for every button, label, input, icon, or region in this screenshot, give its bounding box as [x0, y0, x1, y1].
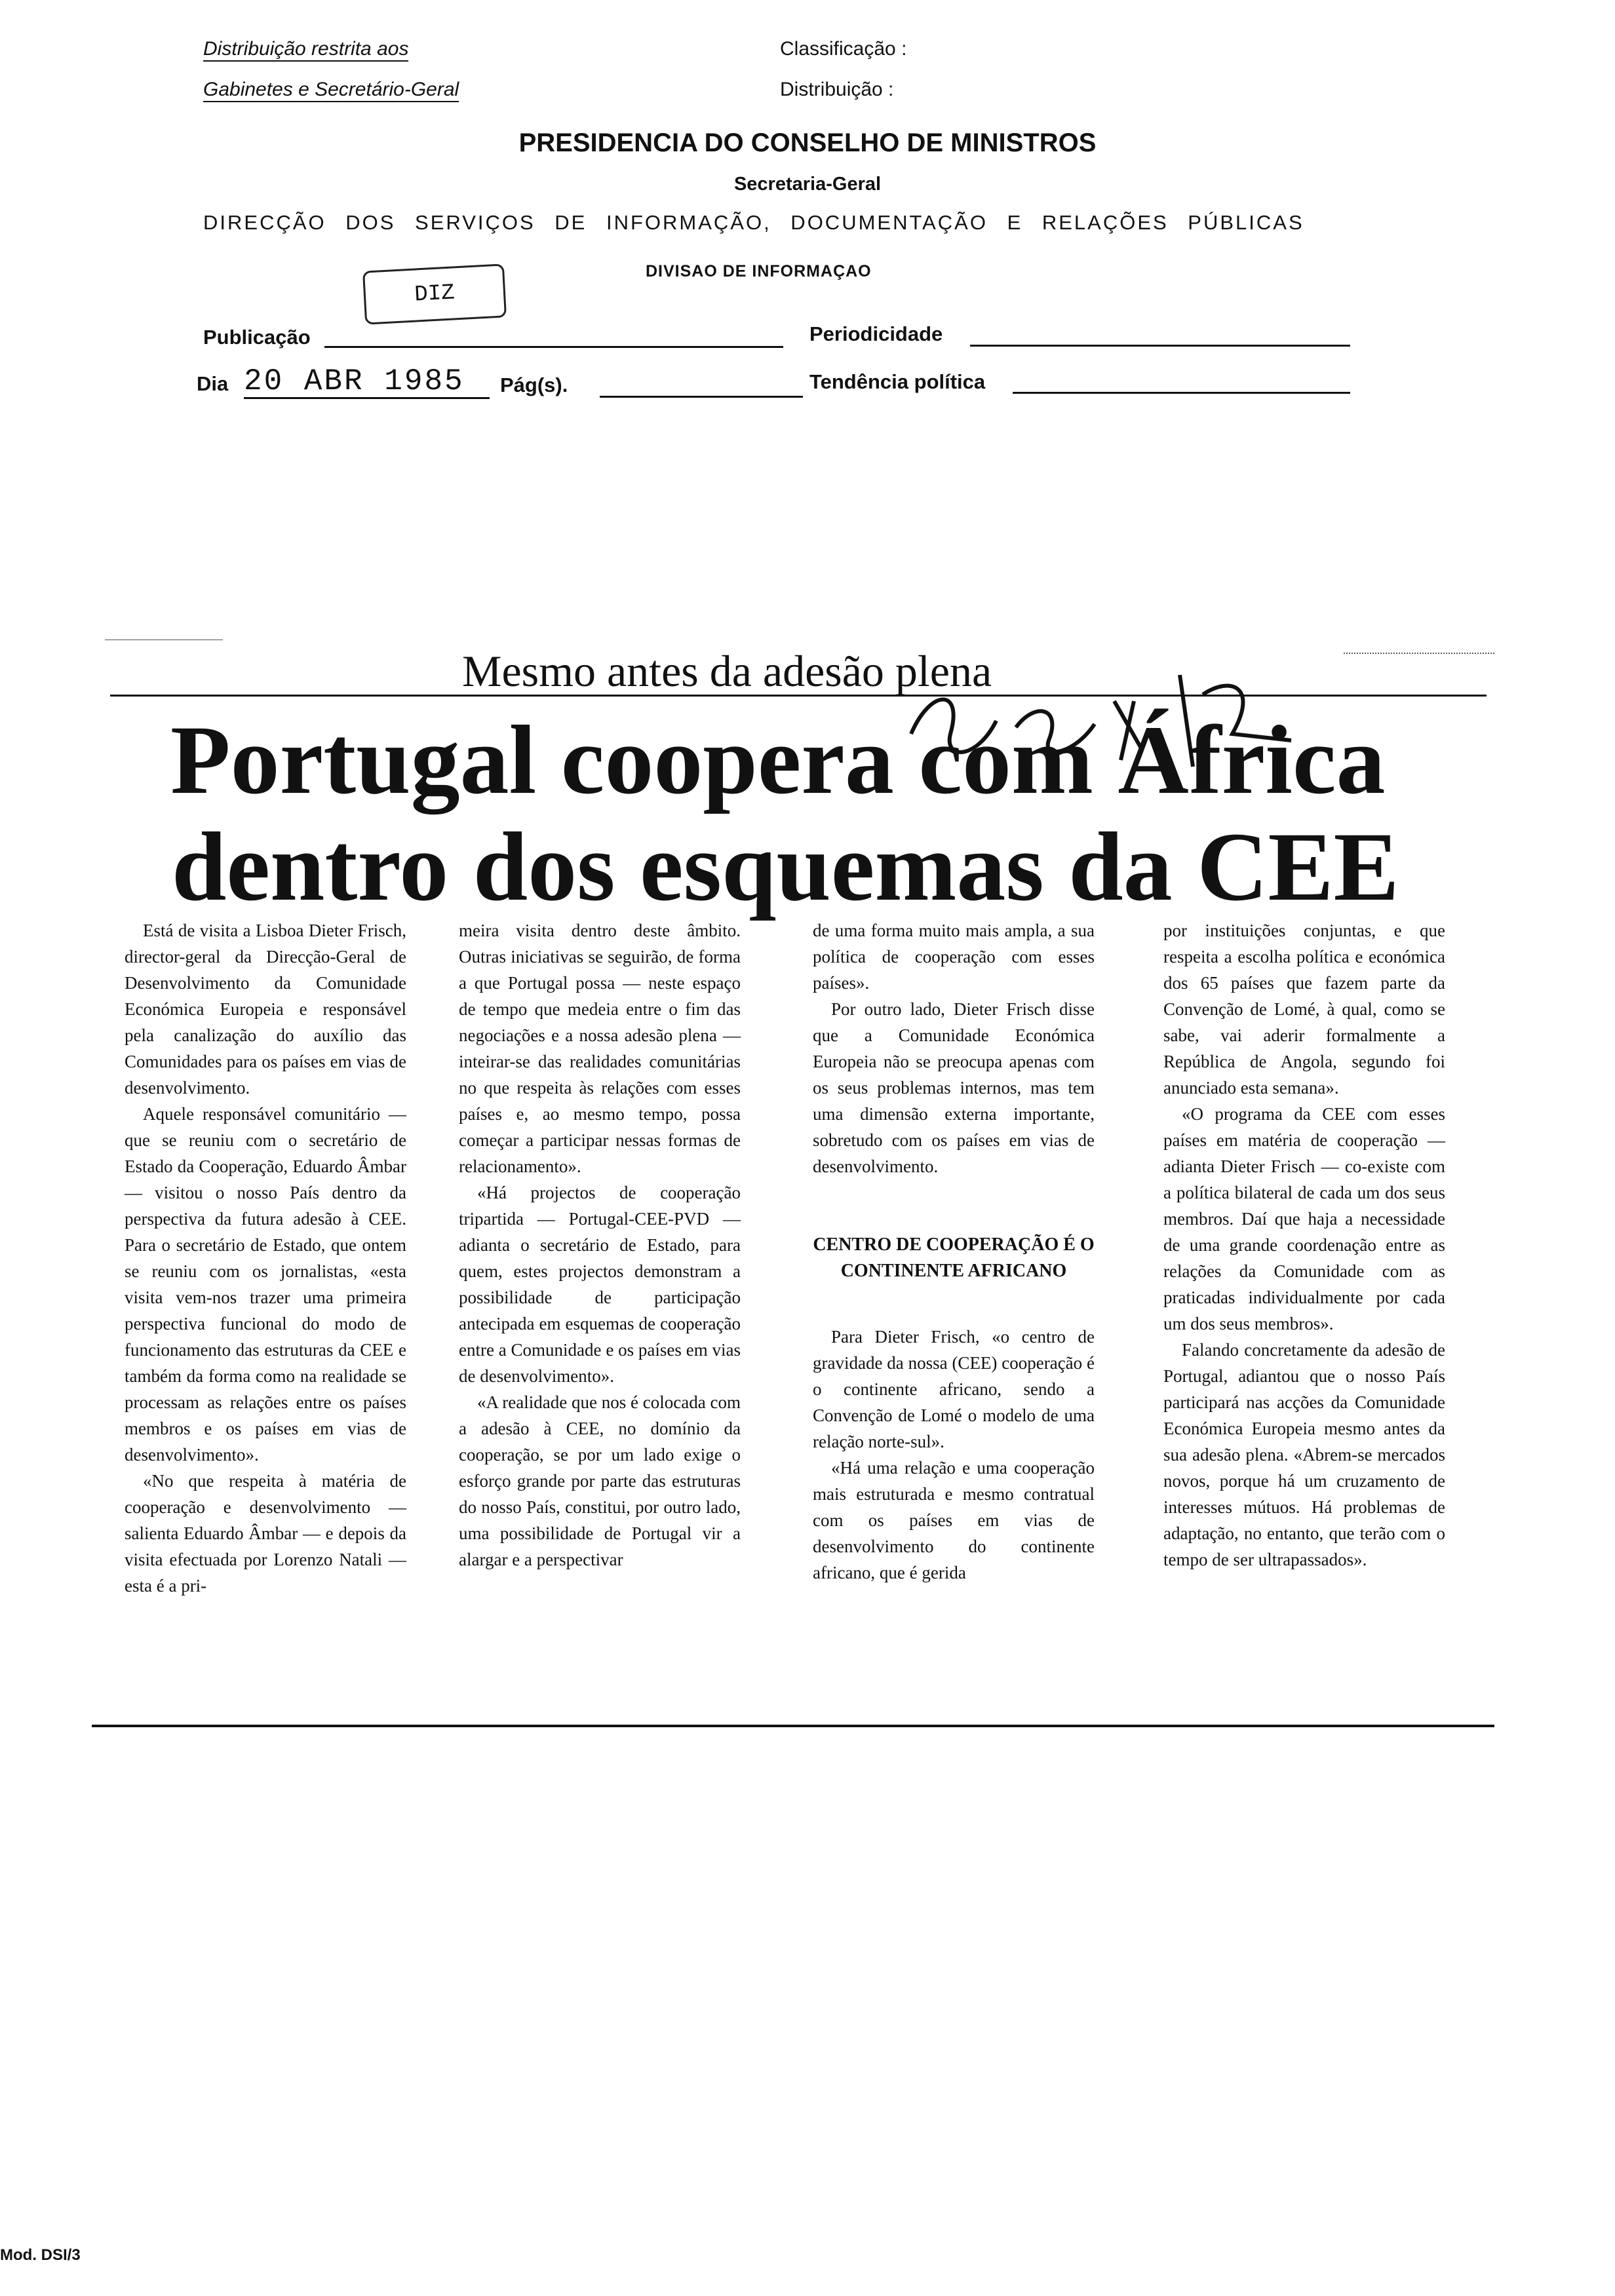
article-subhead: CENTRO DE COOPERAÇÃO É O CONTINENTE AFRICANO — [813, 1234, 1095, 1281]
publication-label: Publicação — [203, 326, 311, 349]
classification-label: Classificação : — [780, 38, 907, 60]
pages-label: Pág(s). — [500, 373, 568, 396]
date-line — [244, 397, 490, 399]
stamp: DIZ — [362, 263, 507, 324]
article-column-2 — [459, 917, 741, 1573]
publication-line — [324, 346, 783, 348]
paragraph: Por outro lado, Dieter Frisch disse que a Comunidade Económica Europeia não se preocupa apenas com os seus problemas internos, mas tem uma dimensão externa importante, sobretudo com os países em vias de desenvolvimento. — [813, 999, 1095, 1176]
headline-line2: dentro dos esquemas da CEE — [172, 813, 1399, 921]
paragraph: meira visita dentro deste âmbito. Outras iniciativas se seguirão, de forma a que Portugal possa — neste espaço de tempo que medeia entre o fim das negociações e a nossa adesão plena — inteirar-se das realidades comunitárias no que respeita às relações com esses países e, ao mesmo tempo, possa começar a participar nessas formas de relacionamento». — [459, 921, 741, 1176]
periodicity-line — [970, 345, 1350, 347]
paragraph: Está de visita a Lisboa Dieter Frisch, director-geral da Direcção-Geral de Desenvolvimento da Comunidade Económica Europeia e responsável pela canalização do auxílio das Comunidades para os países em vias de desenvolvimento. — [125, 921, 406, 1098]
paragraph: «O programa da CEE com esses países em matéria de cooperação — adianta Dieter Frisch — co-existe com a política bilateral de cada um dos seus membros. Daí que haja a necessidade de uma grande coordenação entre as relações da Comunidade com as praticadas individualmente por cada um dos seus membros». — [1163, 1104, 1445, 1333]
org-title: PRESIDENCIA DO CONSELHO DE MINISTROS — [518, 128, 1097, 157]
article-column-4 — [1163, 917, 1445, 1573]
distribution-label: Distribuição : — [780, 79, 894, 100]
day-label: Dia — [197, 372, 229, 395]
periodicity-label: Periodicidade — [809, 322, 943, 345]
pages-line — [600, 396, 803, 398]
distribution-note-line1: Distribuição restrita aos — [203, 38, 408, 62]
top-rule-fragment-right — [1344, 653, 1494, 654]
paragraph: Aquele responsável comunitário — que se reuniu com o secretário de Estado da Cooperação, Eduardo Âmbar — visitou o nosso País dentro da perspectiva da futura adesão à CEE. Para o secretário de Estado, que ontem se reuniu com os jornalistas, «esta visita vem-nos trazer uma primeira perspectiva funcional do modo de funcionamento das estruturas da CEE e também da forma como na realidade se processam as relações entre os países membros e os países em vias de desenvolvimento». — [125, 1104, 406, 1464]
handwritten-annotation — [905, 662, 1311, 780]
article-column-3 — [813, 917, 1095, 1586]
paragraph: Para Dieter Frisch, «o centro de gravidade da nossa (CEE) cooperação é o continente africano, sendo a Convenção de Lomé o modelo de uma relação norte-sul». — [813, 1327, 1095, 1451]
distribution-note-line2: Gabinetes e Secretário-Geral — [203, 79, 459, 102]
political-tendency-label: Tendência política — [809, 370, 986, 393]
form-code: Mod. DSI/3 — [0, 2246, 81, 2264]
article-column-1 — [125, 917, 406, 1599]
political-tendency-line — [1013, 392, 1350, 394]
headline-line1: Portugal coopera com África — [170, 706, 1386, 814]
paragraph: «Há projectos de cooperação tripartida — Portugal-CEE-PVD — adianta o secretário de Estado, para quem, estes projectos demonstram a possibilidade de participação antecipada em esquemas de cooperação entre a Comunidade e os países em vias de desenvolvimento». — [459, 1183, 741, 1386]
directorate: DIRECÇÃO DOS SERVIÇOS DE INFORMAÇÃO, DOCUMENTAÇÃO E RELAÇÕES PÚBLICAS — [203, 211, 1304, 234]
paragraph: por instituições conjuntas, e que respeita a escolha política e económica dos 65 países que fazem parte da Convenção de Lomé, à qual, como se sabe, vai aderir formalmente a República de Angola, segundo foi anunciado esta semana». — [1163, 921, 1445, 1098]
article-bottom-rule — [92, 1725, 1494, 1727]
article-kicker: Mesmo antes da adesão plena — [462, 646, 992, 696]
paragraph: «No que respeita à matéria de cooperação e desenvolvimento — salienta Eduardo Âmbar — e depois da visita efectuada por Lorenzo Natali — esta é a pri- — [125, 1471, 406, 1596]
paragraph: Falando concretamente da adesão de Portugal, adiantou que o nosso País participará nas acções da Comunidade Económica Europeia mesmo antes da sua adesão plena. «Abrem-se mercados novos, porque há um cruzamento de interesses mútuos. Há problemas de adaptação, no entanto, que terão com o tempo de ser ultrapassados». — [1163, 1340, 1445, 1569]
division: DIVISAO DE INFORMAÇAO — [646, 262, 872, 280]
paragraph: «Há uma relação e uma cooperação mais estruturada e mesmo contratual com os países em vias de desenvolvimento do continente africano, que é gerida — [813, 1458, 1095, 1582]
paragraph: de uma forma muito mais ampla, a sua política de cooperação com esses países». — [813, 921, 1095, 993]
paragraph: «A realidade que nos é colocada com a adesão à CEE, no domínio da cooperação, se por um lado exige o esforço grande por parte das estruturas do nosso País, constitui, por outro lado, uma possibilidade de Portugal vir a alargar e a perspectivar — [459, 1392, 741, 1569]
date-value: 20 ABR 1985 — [244, 364, 465, 398]
secretariat: Secretaria-Geral — [733, 174, 882, 195]
